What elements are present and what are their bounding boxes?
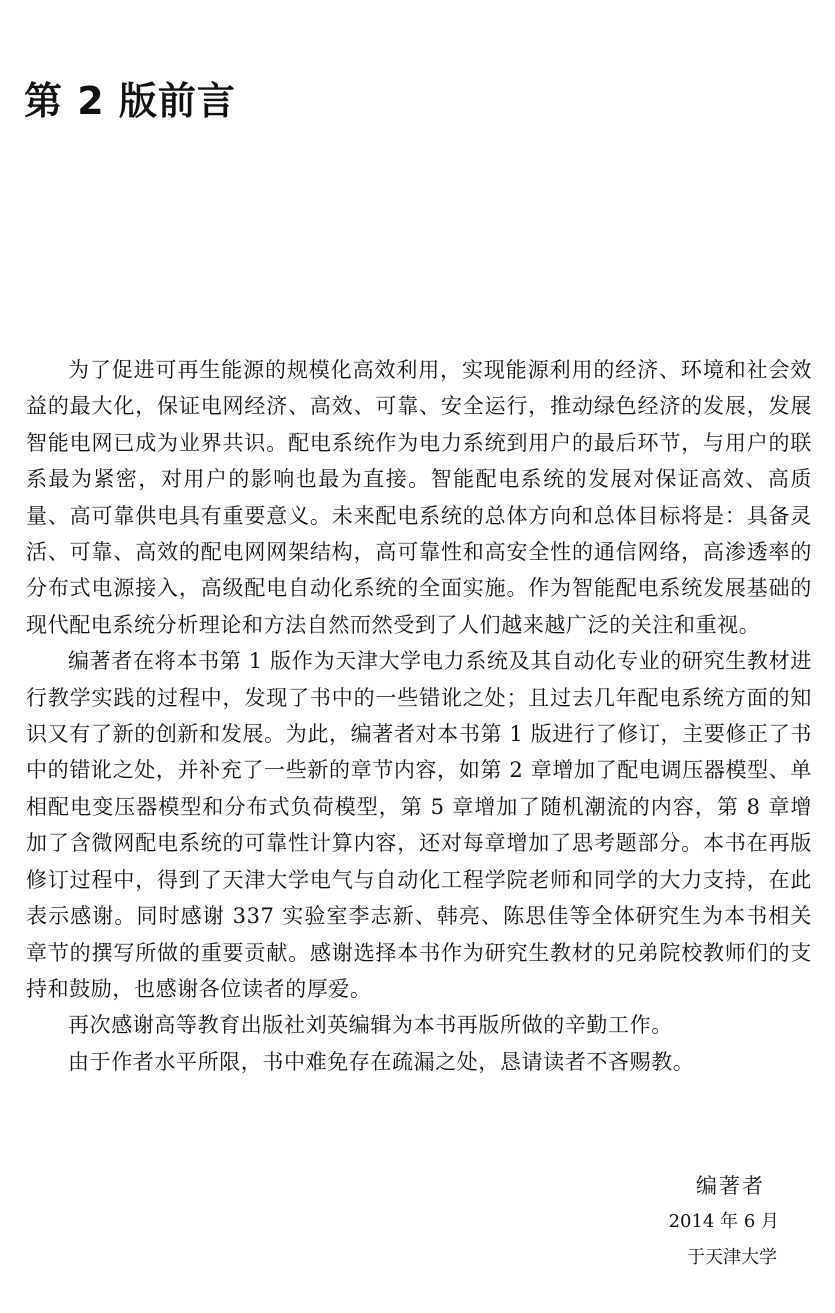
signature-date: 2014 年 6 月 [668,1211,779,1232]
paragraph-request-feedback: 由于作者水平所限，书中难免存在疏漏之处，恳请读者不吝赐教。 [68,1049,695,1074]
signature-block [668,1168,779,1276]
paragraph-motivation: 为了促进可再生能源的规模化高效利用，实现能源利用的经济、环境和社会效益的最大化，保证电网经济、高效、可靠、安全运行，推动绿色经济的发展，发展智能电网已成为业界共识。配电系统作为电力系统到用户的最后环节，与用户的联系最为紧密，对用户的影响也最为直接。智能配电系统的发展对保证高效、高质量、高可靠供电具有重要意义。未来配电系统的总体方向和总体目标将是：具备灵活、可靠、高效的配电网网架结构，高可靠性和高安全性的通信网络，高渗透率的分布式电源接入，高级配电自动化系统的全面实施。作为智能配电系统发展基础的现代配电系统分析理论和方法自然而然受到了人们越来越广泛的关注和重视。 [26,358,812,637]
paragraph-revision: 编著者在将本书第 1 版作为天津大学电力系统及其自动化专业的研究生教材进行教学实践的过程中，发现了书中的一些错讹之处；且过去几年配电系统方面的知识又有了新的创新和发展。为此，编著者对本书第 1 版进行了修订，主要修正了书中的错讹之处，并补充了一些新的章节内容，如第 2 章增加了配电调压器模型、单相配电变压器模型和分布式负荷模型，第 5 章增加了随机潮流的内容，第 8 章增加了含微网配电系统的可靠性计算内容，还对每章增加了思考题部分。本书在再版修订过程中，得到了天津大学电气与自动化工程学院老师和同学的大力支持，在此表示感谢。同时感谢 337 实验室李志新、韩亮、陈思佳等全体研究生为本书相关章节的撰写所做的重要贡献。感谢选择本书作为研究生教材的兄弟院校教师们的支持和鼓励，也感谢各位读者的厚爱。 [26,649,812,1001]
signature-author: 编著者 [696,1174,765,1198]
preface-body [26,352,812,1080]
signature-place: 于天津大学 [687,1247,777,1268]
paragraph-thanks-editor: 再次感谢高等教育出版社刘英编辑为本书再版所做的辛勤工作。 [68,1013,673,1038]
page-title: 第 2 版前言 [24,79,236,123]
